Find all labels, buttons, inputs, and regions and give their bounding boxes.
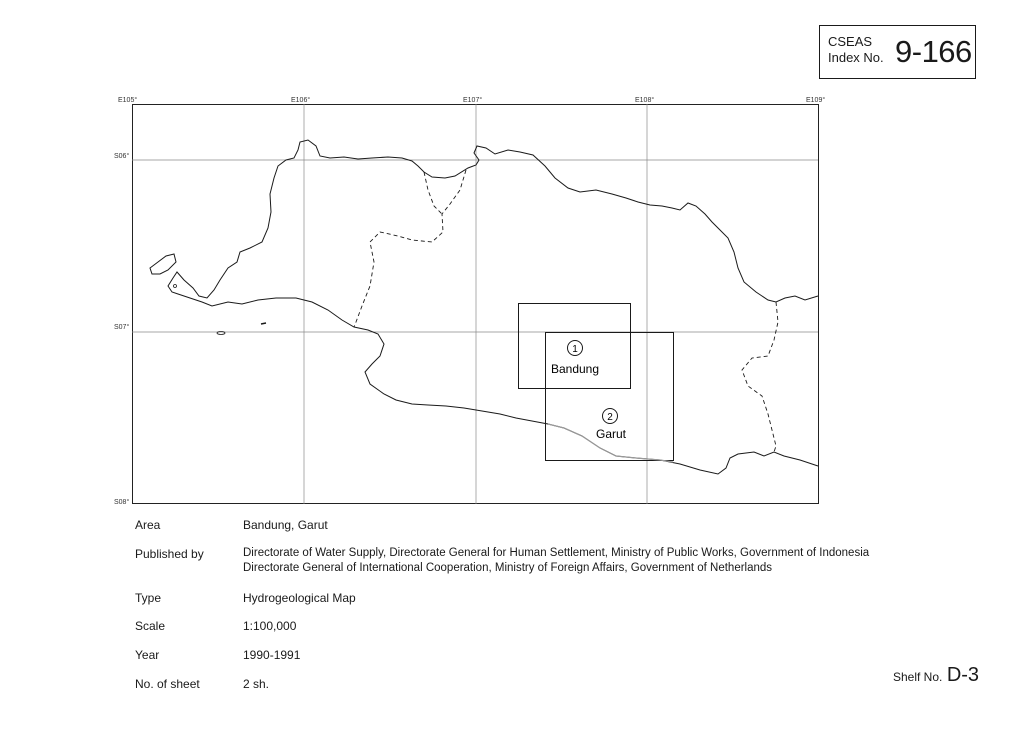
lon-label-e109: E109° xyxy=(806,97,826,104)
info-key-sheets: No. of sheet xyxy=(135,677,200,691)
lat-label-s06: S06° xyxy=(114,153,130,160)
island-dot xyxy=(174,285,177,288)
info-value-area: Bandung, Garut xyxy=(243,518,328,532)
info-value-sheets: 2 sh. xyxy=(243,677,270,691)
shelf-value: D-3 xyxy=(946,664,980,686)
sheet-2-number: 2 xyxy=(607,412,613,423)
shelf-number xyxy=(893,664,979,687)
info-key-scale: Scale xyxy=(135,619,166,633)
west-peninsula xyxy=(150,254,176,274)
lon-label-e106: E106° xyxy=(291,97,311,104)
java-coastline xyxy=(168,140,818,474)
index-number: 9-166 xyxy=(895,34,972,69)
lat-label-s07: S07° xyxy=(114,324,130,331)
info-value-scale: 1:100,000 xyxy=(243,619,297,633)
info-key-type: Type xyxy=(135,591,162,605)
boundary-east xyxy=(742,302,778,452)
lat-label-s08: S08° xyxy=(114,499,130,506)
boundary-west-2 xyxy=(424,172,442,214)
lon-label-e108: E108° xyxy=(635,97,655,104)
sheet-2-name: Garut xyxy=(595,427,627,441)
index-no-label: Index No. xyxy=(828,50,884,65)
lon-label-e107: E107° xyxy=(463,97,483,104)
sheet-1-number: 1 xyxy=(572,344,578,355)
boundary-west xyxy=(354,170,466,327)
info-value-publisher-1: Directorate of Water Supply, Directorate General for Human Settlement, Ministry of Public Works, Government of Indonesia xyxy=(243,547,870,559)
graticule xyxy=(132,104,818,504)
info-key-published-by: Published by xyxy=(135,547,204,561)
sheet-garut-outline xyxy=(546,333,674,461)
shelf-label: Shelf No. xyxy=(893,670,943,684)
info-value-publisher-2: Directorate General of International Cooperation, Ministry of Foreign Affairs, Government of Netherlands xyxy=(243,562,773,574)
sheet-1-name: Bandung xyxy=(550,362,600,376)
info-value-year: 1990-1991 xyxy=(243,648,301,662)
index-org-label: CSEAS xyxy=(828,34,873,49)
info-value-type: Hydrogeological Map xyxy=(243,591,356,605)
island-small xyxy=(261,323,266,324)
info-key-area: Area xyxy=(135,518,161,532)
lon-label-e105: E105° xyxy=(118,97,138,104)
map-frame xyxy=(133,105,819,504)
info-key-year: Year xyxy=(135,648,160,662)
